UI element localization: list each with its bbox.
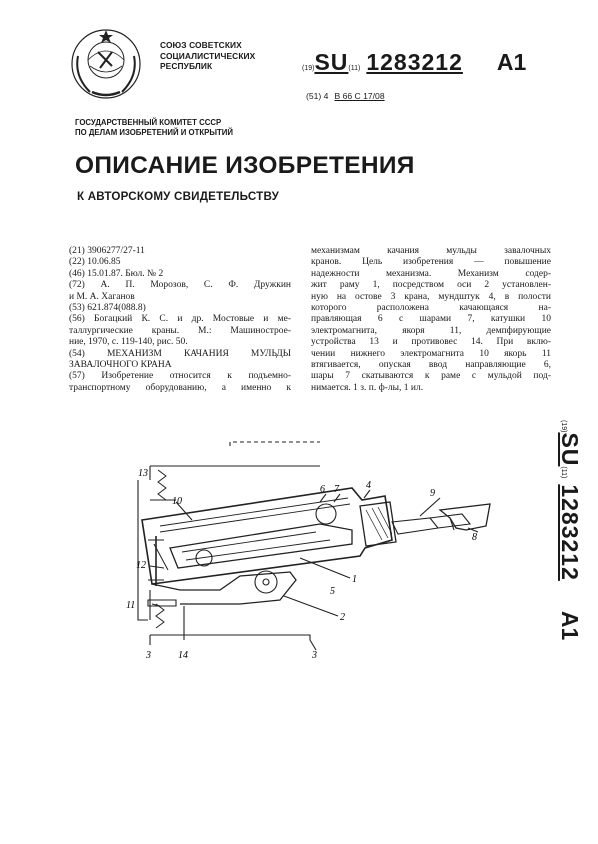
side-patent-number: 1283212 <box>557 484 583 581</box>
figure-label: 3 <box>312 650 317 661</box>
side-code-11: (11) <box>560 466 567 479</box>
abstract-line: электромагнита, якоря 11, демпфирующие <box>311 325 551 336</box>
biblio-line: ние, 1970, с. 119-140, рис. 50. <box>69 337 188 348</box>
figure-label: 12 <box>136 560 146 571</box>
abstract-line: устройства 13 и противовес 14. При вклю- <box>311 337 551 348</box>
biblio-line: (46) 15.01.87. Бюл. № 2 <box>69 268 164 279</box>
abstract-line: механизмам качания мульды завалочных <box>311 246 551 256</box>
abstract-column <box>311 246 551 394</box>
figure-label: 3 <box>146 650 151 661</box>
org-line: СОЮЗ СОВЕТСКИХ <box>160 40 242 50</box>
organization-block <box>160 40 255 72</box>
code-11: (11) <box>348 65 361 72</box>
biblio-line: таллургические краны. М.: Машинострое- <box>69 325 291 336</box>
ussr-emblem-icon <box>68 26 144 102</box>
org-line: РЕСПУБЛИК <box>160 61 213 71</box>
figure-label: 2 <box>340 612 345 623</box>
figure-label: 14 <box>178 650 188 661</box>
side-country-code: SU <box>557 432 583 467</box>
committee-line: ПО ДЕЛАМ ИЗОБРЕТЕНИЙ И ОТКРЫТИЙ <box>75 128 233 137</box>
abstract-line: жит раму 1, посредством оси 2 установлен- <box>311 280 551 291</box>
code-19: (19) <box>302 65 315 72</box>
side-publication-number <box>543 420 583 700</box>
committee-line: ГОСУДАРСТВЕННЫЙ КОМИТЕТ СССР <box>75 118 222 127</box>
abstract-line: правляющая 6 с шарами 7, катушки 10 <box>311 314 551 325</box>
country-code: SU <box>314 49 349 75</box>
abstract-line: которого расположена качающаяся на- <box>311 303 551 314</box>
figure-label: 4 <box>366 480 371 491</box>
figure-label: 9 <box>430 488 435 499</box>
biblio-line: (72) А. П. Морозов, С. Ф. Дружкин <box>69 280 291 291</box>
ipc-classification <box>306 91 385 101</box>
abstract-line: чении нижнего электромагнита 10 якорь 11 <box>311 348 551 359</box>
figure-label: 11 <box>126 600 136 611</box>
biblio-line: транспортному оборудованию, а именно к <box>69 382 291 393</box>
document-subtitle: К АВТОРСКОМУ СВИДЕТЕЛЬСТВУ <box>77 190 279 203</box>
figure-label: 7 <box>334 484 339 495</box>
biblio-line: (22) 10.06.85 <box>69 257 121 268</box>
abstract-line: втягивается, опуская ввод направляющие 6, <box>311 360 551 371</box>
figure-label: 6 <box>320 484 325 495</box>
org-line: СОЦИАЛИСТИЧЕСКИХ <box>160 50 256 61</box>
biblio-line: (53) 621.874(088.8) <box>69 303 146 314</box>
figure-label: 13 <box>138 468 148 479</box>
figure-label: 8 <box>472 532 477 543</box>
mechanism-drawing <box>120 440 500 670</box>
ipc-value: B 66 C 17/08 <box>334 91 385 101</box>
committee-block <box>75 118 233 138</box>
biblio-line: (57) Изобретение относится к подъемно- <box>69 371 291 382</box>
biblio-line: ЗАВАЛОЧНОГО КРАНА <box>69 360 172 371</box>
side-kind-code: A1 <box>557 610 583 641</box>
ipc-code: (51) 4 <box>306 91 329 101</box>
side-code-19: (19) <box>560 420 567 433</box>
abstract-line: ную на остове 3 крана, мундштук 4, в полости <box>311 291 551 302</box>
figure-label: 5 <box>330 586 335 597</box>
biblio-line: и М. А. Хаганов <box>69 291 135 302</box>
figure-label: 10 <box>172 496 182 507</box>
bibliographic-column <box>69 246 291 394</box>
document-title: ОПИСАНИЕ ИЗОБРЕТЕНИЯ <box>75 152 415 179</box>
figure-label: 1 <box>352 574 357 585</box>
publication-number <box>302 49 526 76</box>
abstract-line: надежности механизма. Механизм содер- <box>311 268 551 279</box>
patent-number: 1283212 <box>366 49 463 75</box>
biblio-line: (54) МЕХАНИЗМ КАЧАНИЯ МУЛЬДЫ <box>69 348 291 359</box>
abstract-line: шары 7 скатываются к раме с мульдой под- <box>311 371 551 382</box>
biblio-line: (56) Богацкий К. С. и др. Мостовые и ме- <box>69 314 291 325</box>
kind-code: A1 <box>496 49 527 75</box>
abstract-line: кранов. Цель изобретения — повышение <box>311 257 551 268</box>
biblio-line: (21) 3906277/27-11 <box>69 246 145 256</box>
abstract-line: нимается. 1 з. п. ф-лы, 1 ил. <box>311 382 424 393</box>
